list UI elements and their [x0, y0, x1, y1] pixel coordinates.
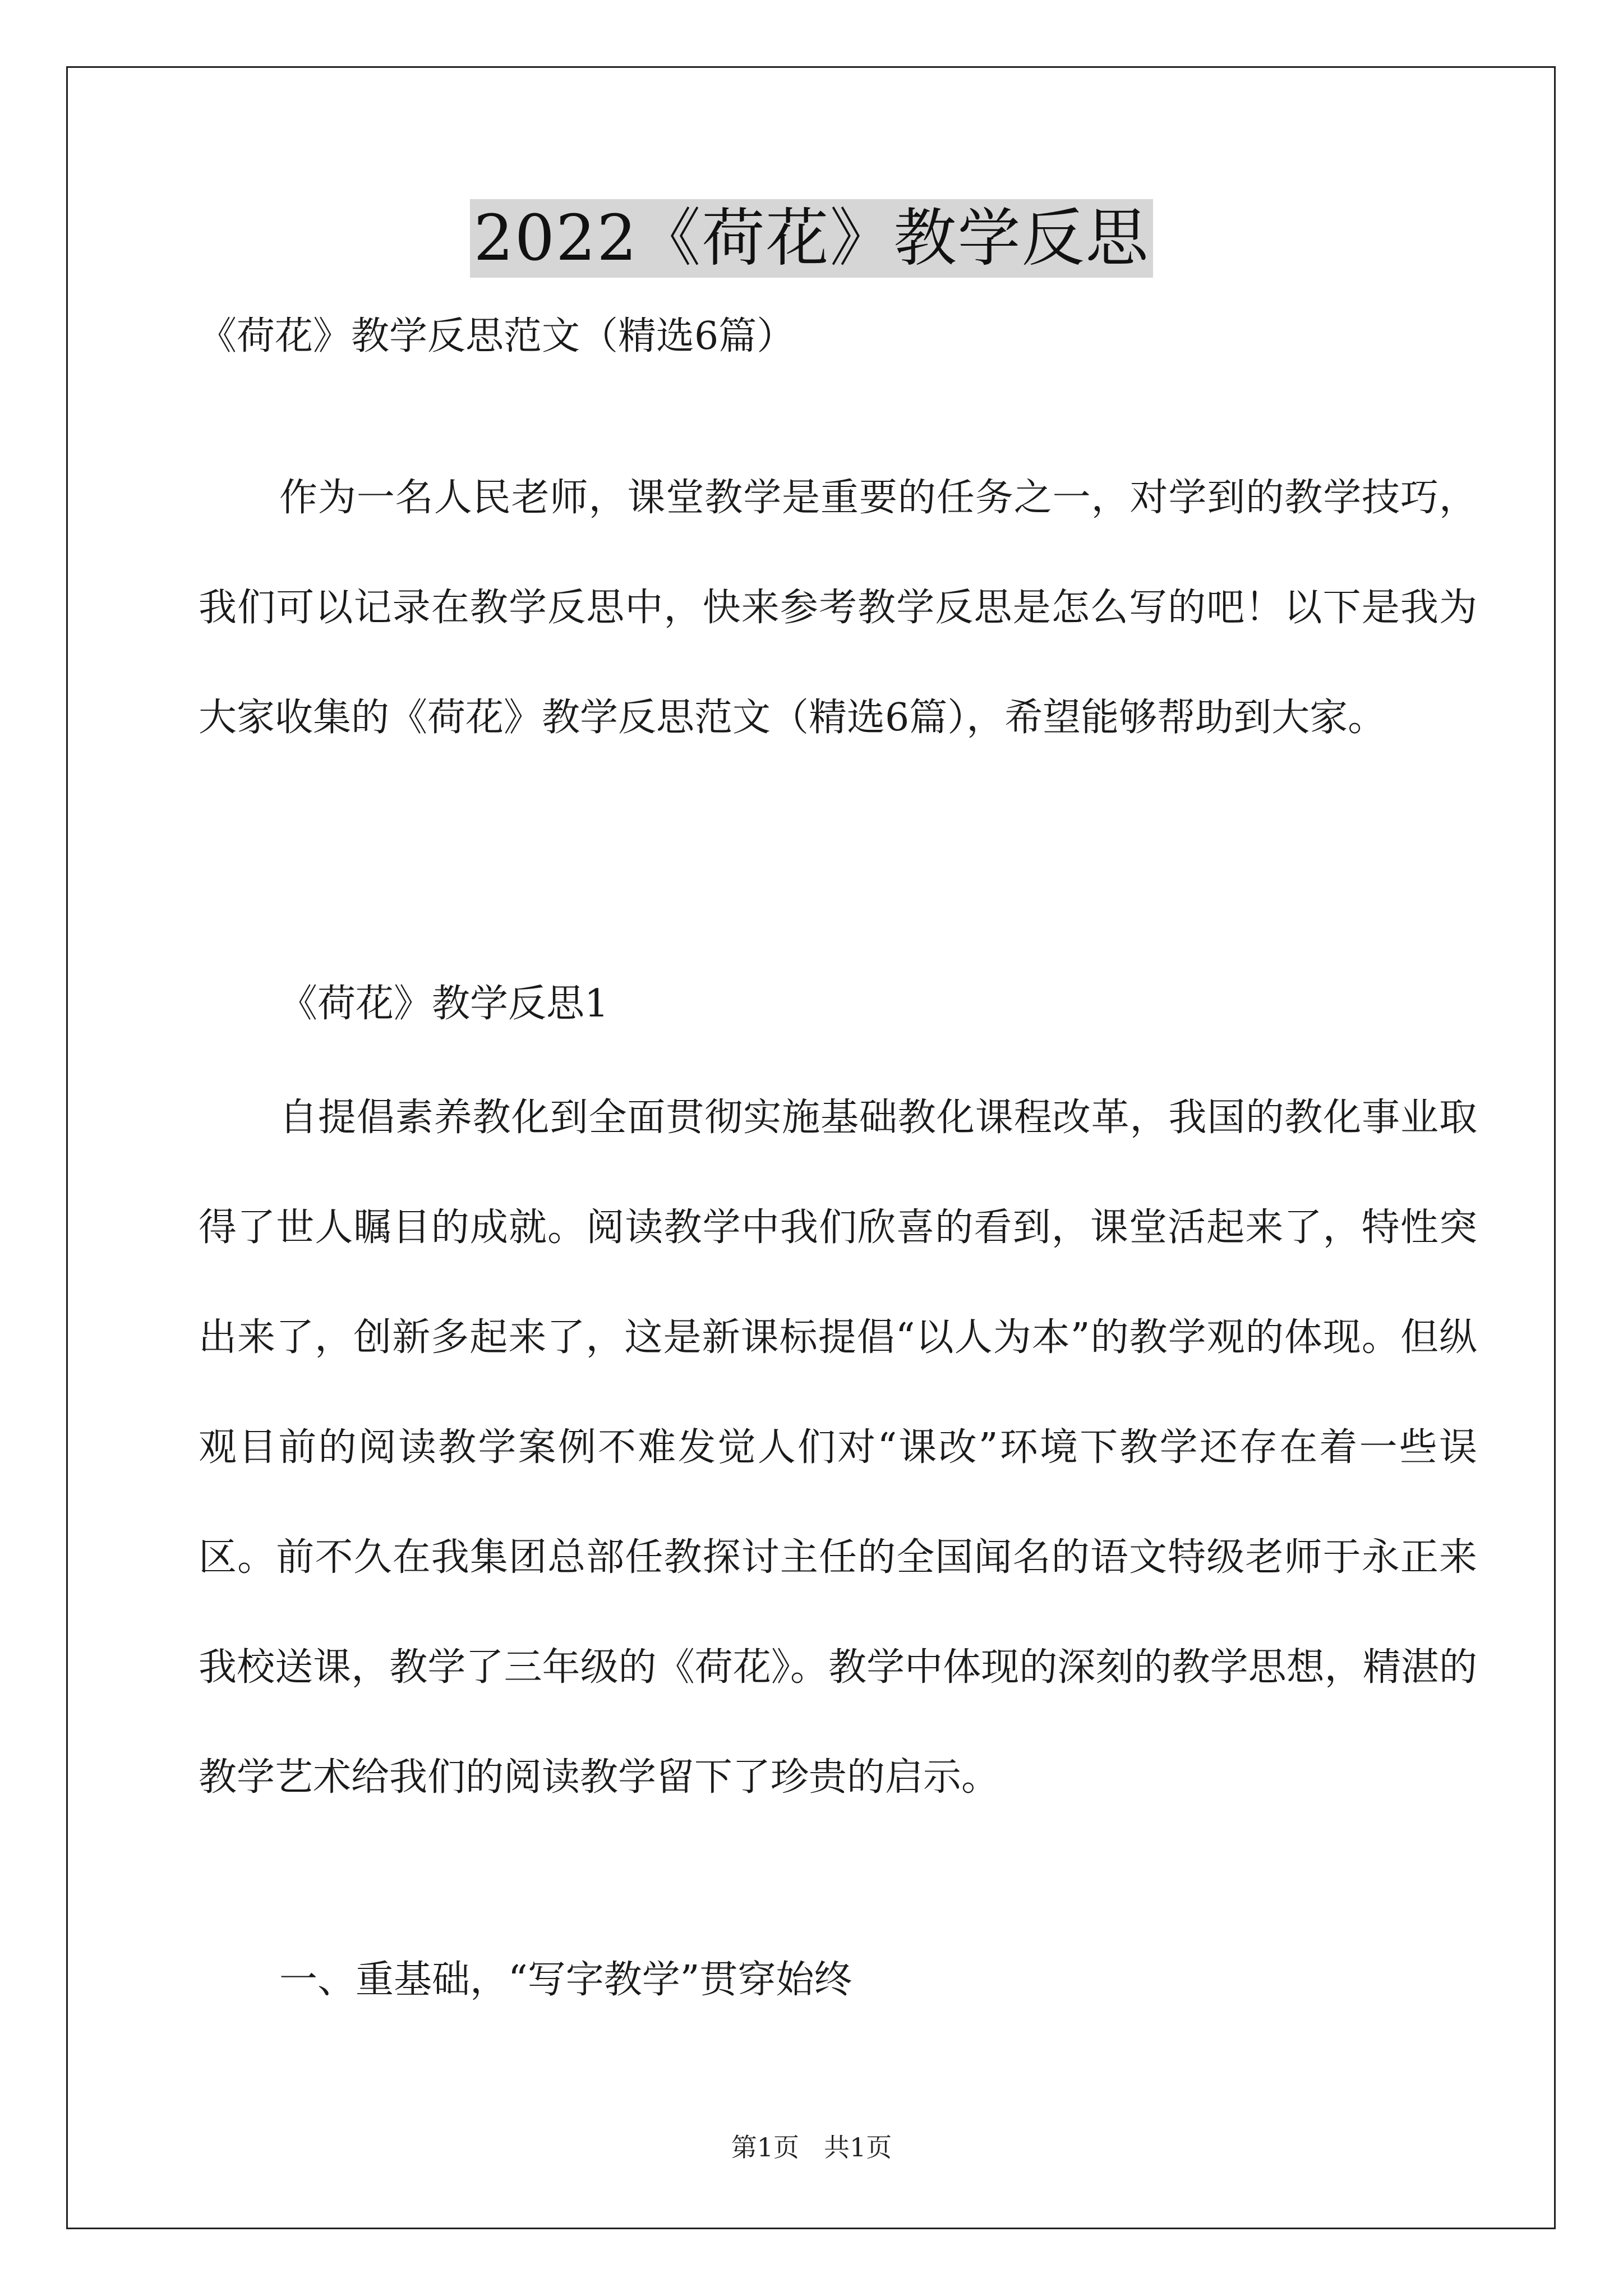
subsection-heading: 一、重基础，“写字教学”贯穿始终 — [279, 1958, 852, 2002]
title-container — [0, 199, 1623, 278]
page-number: 第1页 — [731, 2132, 800, 2162]
section-heading: 《荷花》教学反思1 — [279, 982, 609, 1026]
page-total: 共1页 — [823, 2132, 892, 2162]
section-body-paragraph: 自提倡素养教化到全面贯彻实施基础教化课程改革，我国的教化事业取得了世人瞩目的成就。阅读教学中我们欣喜的看到，课堂活起来了，特性突出来了，创新多起来了，这是新课标提倡“以人为本”的教学观的体现。但纵观目前的阅读教学案例不难发觉人们对“课改”环境下教学还存在着一些误区。前不久在我集团总部任教探讨主任的全国闻名的语文特级老师于永正来我校送课，教学了三年级的《荷花》。教学中体现的深刻的教学思想，精湛的教学艺术给我们的阅读教学留下了珍贵的启示。 — [199, 1096, 1477, 1800]
intro-paragraph: 作为一名人民老师，课堂教学是重要的任务之一，对学到的教学技巧，我们可以记录在教学反思中，快来参考教学反思是怎么写的吧！以下是我为大家收集的《荷花》教学反思范文（精选6篇），希望能够帮助到大家。 — [199, 476, 1477, 740]
page-footer — [0, 2132, 1623, 2163]
document-subtitle: 《荷花》教学反思范文（精选6篇） — [199, 314, 795, 358]
document-title: 2022《荷花》教学反思 — [470, 199, 1152, 278]
